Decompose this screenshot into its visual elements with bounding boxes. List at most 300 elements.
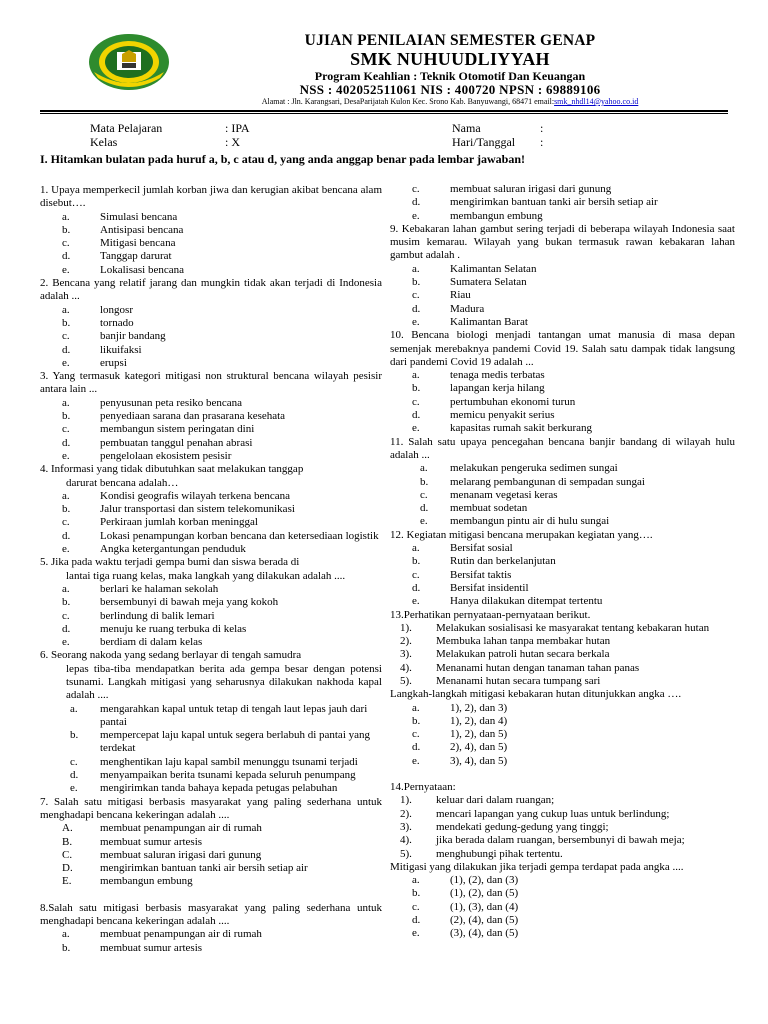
question-12: 12. Kegiatan mitigasi bencana merupakan kegiatan yang…. [390,528,653,541]
option-item [40,211,382,224]
subject-value: : IPA [225,121,250,135]
option-marker: e. [62,449,70,462]
option-item [390,874,735,887]
option-text: menuju ke ruang terbuka di kelas [100,622,247,635]
option-marker: d. [62,622,71,635]
class-label: Kelas [90,135,118,149]
option-marker: a. [62,928,70,941]
question-10: 10. Bencana biologi menjadi tantangan umat manusia di masa depan semenjak merebaknya pandemi Covid 19. Salah satu dampak tidak langsung dari pandemi Covid 19 adalah ... [390,329,735,368]
option-marker: a. [412,874,420,887]
option-item [390,821,735,834]
option-item [40,530,382,543]
option-marker: A. [62,822,73,835]
option-text: 1), 2), dan 5) [450,728,508,741]
option-text: Sumatera Selatan [450,276,527,289]
option-text: pengelolaan ekosistem pesisir [100,449,232,462]
question-5 [40,556,382,583]
option-item [390,489,735,502]
option-text: mempercepat laju kapal untuk segera berlabuh di pantai yang terdekat [100,729,371,755]
option-text: banjir bandang [100,330,166,343]
question-4-line2: darurat bencana adalah… [66,476,179,489]
option-marker: 4). [400,661,412,674]
options-6 [40,703,382,796]
option-marker: d. [412,409,421,422]
option-text: Lokasi penampungan korban bencana dan ketersediaan logistik [100,529,379,542]
option-marker: d. [412,581,421,594]
option-item [40,304,382,317]
option-item [390,476,735,489]
option-text: erupsi [100,356,127,369]
option-marker: c. [412,568,420,581]
option-marker: d. [412,302,421,315]
option-marker: c. [62,330,70,343]
option-item [390,662,735,675]
option-text: lapangan kerja hilang [450,382,545,395]
name-label: Nama [452,121,481,135]
question-5-line1: 5. Jika pada waktu terjadi gempa bumi dan siswa berada di [40,556,300,569]
class-value: : X [225,135,240,149]
option-marker: B. [62,835,73,848]
option-text: menyampaikan berita tsunami kepada seluruh penumpang [100,769,356,782]
statements-13 [390,622,735,688]
option-text: bersembunyi di bawah meja yang kokoh [100,596,279,609]
option-marker: a. [62,489,70,502]
option-marker: e. [412,315,420,328]
option-text: Antisipasi bencana [100,223,184,236]
option-item [40,703,382,730]
option-text: Mitigasi bencana [100,237,176,250]
options-10 [390,369,735,435]
option-text: menghentikan laju kapal sambil menunggu tsunami terjadi [100,755,358,768]
option-marker: 3). [400,820,412,833]
option-item [390,210,735,223]
option-marker: b. [420,475,429,488]
option-marker: 4). [400,834,412,847]
option-item [390,887,735,900]
school-ids: NSS : 402052511061 NIS : 400720 NPSN : 69889106 [299,82,601,97]
option-marker: 1). [400,621,412,634]
option-marker: b. [412,276,421,289]
option-item [390,848,735,861]
option-marker: b. [412,887,421,900]
option-marker: e. [62,356,70,369]
option-marker: b. [62,316,71,329]
option-marker: e. [412,595,420,608]
option-item [390,927,735,940]
option-text: membangun pintu air di hulu sungai [450,515,610,528]
option-marker: d. [62,250,71,263]
option-item [40,583,382,596]
option-item [40,264,382,277]
options-2 [40,304,382,370]
option-text: tornado [100,316,134,329]
option-text: 2), 4), dan 5) [450,741,508,754]
option-text: penyusunan peta resiko bencana [100,396,243,409]
option-item [390,303,735,316]
option-text: menghubungi pihak tertentu. [436,847,563,860]
option-marker: E. [62,875,72,888]
option-text: mendekati gedung-gedung yang tinggi; [436,820,609,833]
option-text: Madura [450,302,485,315]
option-item [390,901,735,914]
option-marker: c. [420,488,428,501]
option-marker: e. [62,263,70,276]
option-item [390,675,735,688]
option-text: Menanami hutan dengan tanaman tahan panas [436,661,640,674]
option-marker: d. [412,196,421,209]
option-item [40,769,382,782]
option-item [390,276,735,289]
option-item [390,622,735,635]
option-marker: c. [70,755,78,768]
question-4-line1: 4. Informasi yang tidak dibutuhkan saat melakukan tanggap [40,463,304,476]
options-8-cont [390,183,735,223]
option-marker: e. [62,543,70,556]
option-item [390,648,735,661]
option-marker: 5). [400,674,412,687]
question-2: 2. Bencana yang relatif jarang dan mungkin tidak akan terjadi di Indonesia adalah ... [40,277,382,303]
option-item [390,728,735,741]
option-marker: 3). [400,648,412,661]
option-marker: b. [62,503,71,516]
option-text: pertumbuhan ekonomi turun [450,395,576,408]
option-item [40,503,382,516]
option-text: membuat sumur artesis [100,941,203,954]
option-item [390,715,735,728]
option-text: mencari lapangan yang cukup luas untuk berlindung; [436,807,670,820]
question-8: 8.Salah satu mitigasi berbasis masyarakat yang paling sederhana untuk menghadapi bencana kekeringan adalah .... [40,901,382,928]
option-marker: b. [412,555,421,568]
option-text: membangun embung [450,209,543,222]
option-text: Riau [450,289,471,302]
option-item [40,636,382,649]
option-item [40,623,382,636]
option-text: membuat saluran irigasi dari gunung [100,848,262,861]
option-text: 3), 4), dan 5) [450,754,508,767]
option-item [40,942,382,955]
option-marker: d. [62,529,71,542]
option-item [390,502,735,515]
option-item [390,263,735,276]
option-item [390,462,735,475]
option-marker: c. [412,395,420,408]
question-9: 9. Kebakaran lahan gambut sering terjadi di beberapa wilayah Indonesia saat musim kemarau. Wilayah yang bukan termasuk rawan kebakaran lahan gambut adalah . [390,222,735,262]
option-marker: b. [62,941,71,954]
option-text: (1), (2), dan (3) [450,874,519,887]
option-text: 1), 2), dan 3) [450,701,508,714]
option-marker: b. [62,596,71,609]
option-marker: c. [62,423,70,436]
option-item [40,928,382,941]
option-marker: d. [412,914,421,927]
option-text: Menanami hutan secara tumpang sari [436,674,601,687]
option-item [390,569,735,582]
option-item [40,756,382,769]
option-marker: c. [412,900,420,913]
options-7 [40,822,382,888]
question-6-line1: 6. Seorang nakoda yang sedang berlayar di tengah samudra [40,649,302,662]
option-item [40,450,382,463]
email-link[interactable]: smk_nhdl14@yahoo.co.id [554,97,639,106]
option-item [390,808,735,821]
option-marker: e. [420,515,428,528]
option-text: memicu penyakit serius [450,409,555,422]
option-marker: c. [62,516,70,529]
option-marker: D. [62,862,73,875]
option-marker: d. [420,502,429,515]
name-value: : [540,121,544,135]
question-11: 11. Salah satu upaya pencegahan bencana banjir bandang di wilayah hulu adalah ... [390,435,735,461]
option-text: membuat sumur artesis [100,835,203,848]
option-marker: e. [412,927,420,940]
question-6 [40,649,382,702]
question-7: 7. Salah satu mitigasi berbasis masyarakat yang paling sederhana untuk menghadapi bencana kekeringan adalah .... [40,795,382,821]
question-4 [40,463,382,490]
option-text: membuat penampungan air di rumah [100,928,262,941]
option-marker: a. [412,369,420,382]
option-item [390,755,735,768]
option-text: (2), (4), dan (5) [450,914,519,927]
option-marker: b. [412,382,421,395]
option-text: Angka ketergantungan penduduk [100,543,246,556]
instruction: I. Hitamkan bulatan pada huruf a, b, c atau d, yang anda anggap benar pada lembar jawaban! [40,152,526,166]
option-item [390,555,735,568]
option-item [40,344,382,357]
option-marker: a. [412,542,420,555]
option-marker: e. [412,754,420,767]
option-marker: e. [412,209,420,222]
option-item [40,437,382,450]
option-text: melarang pembangunan di sempadan sungai [450,475,645,488]
question-13-prompt: Langkah-langkah mitigasi kebakaran hutan ditunjukkan angka …. [390,688,682,701]
option-item [390,396,735,409]
option-marker: c. [412,289,420,302]
option-marker: c. [62,237,70,250]
question-5-line2: lantai tiga ruang kelas, maka langkah yang dilakukan adalah .... [66,569,346,582]
options-9 [390,263,735,329]
option-text: mengirimkan tanda bahaya kepada petugas pelabuhan [100,782,338,795]
school-name: SMK NUHUUDLIYYAH [350,49,550,69]
option-marker: a. [62,582,70,595]
option-marker: a. [62,396,70,409]
option-marker: 1). [400,794,412,807]
option-item [40,330,382,343]
options-8 [40,928,382,955]
option-item [40,516,382,529]
option-text: Simulasi bencana [100,210,178,223]
option-text: Tanggap darurat [100,250,172,263]
option-item [390,741,735,754]
option-text: Kalimantan Barat [450,315,528,328]
option-marker: e. [70,782,78,795]
option-marker: b. [70,729,79,742]
option-item [390,702,735,715]
option-text: Kondisi geografis wilayah terkena bencana [100,489,290,502]
option-text: mengirimkan bantuan tanki air bersih setiap air [450,196,658,209]
option-text: menanam vegetasi keras [450,488,558,501]
option-marker: a. [70,702,78,715]
option-item [390,382,735,395]
option-text: penyediaan sarana dan prasarana kesehata [100,410,286,423]
option-text: mengarahkan kapal untuk tetap di tengah laut lepas jauh dari pantai [100,702,368,728]
option-text: kapasitas rumah sakit berkurang [450,422,593,435]
question-1: 1. Upaya memperkecil jumlah korban jiwa dan kerugian akibat bencana alam disebut…. [40,184,382,210]
question-13: 13.Perhatikan pernyataan-pernyataan berikut. [390,608,591,621]
option-text: Membuka lahan tanpa membakar hutan [436,635,611,648]
question-14-prompt: Mitigasi yang dilakukan jika terjadi gempa terdapat pada angka .... [390,860,684,873]
header-rule-thin [40,113,728,114]
option-item [40,397,382,410]
option-item [40,543,382,556]
options-13 [390,702,735,768]
exam-title: UJIAN PENILAIAN SEMESTER GENAP [304,32,596,49]
option-item [390,515,735,528]
option-marker: d. [62,436,71,449]
option-item [40,423,382,436]
option-marker: a. [412,262,420,275]
option-marker: d. [412,741,421,754]
header-rule [40,110,728,112]
option-item [40,357,382,370]
option-marker: 5). [400,847,412,860]
option-item [390,834,735,847]
option-item [40,237,382,250]
option-item [390,635,735,648]
option-item [390,316,735,329]
option-text: (1), (3), dan (4) [450,900,519,913]
address-text: Alamat : Jln. Karangsari, DesaParijatah Kulon Kec. Srono Kab. Banyuwangi, 68471 email: [261,97,555,106]
option-item [390,369,735,382]
option-item [390,582,735,595]
option-marker: C. [62,848,73,861]
option-text: Melakukan patroli hutan secara berkala [436,648,610,661]
option-marker: b. [62,410,71,423]
option-text: Bersifat taktis [450,568,512,581]
option-text: keluar dari dalam ruangan; [436,794,555,807]
option-marker: b. [62,223,71,236]
option-text: (3), (4), dan (5) [450,927,519,940]
spacer [40,889,382,902]
option-item [390,595,735,608]
school-address [160,97,740,106]
options-4 [40,490,382,556]
option-item [390,183,735,196]
option-item [40,596,382,609]
question-14: 14.Pernyataan: [390,781,456,794]
option-marker: d. [70,769,79,782]
option-text: jika berada dalam ruangan, bersembunyi di bawah meja; [436,834,685,847]
option-text: Lokalisasi bencana [100,263,184,276]
option-item [40,410,382,423]
option-text: (1), (2), dan (5) [450,887,519,900]
option-marker: a. [412,701,420,714]
option-text: pembuatan tanggul penahan abrasi [100,436,253,449]
option-text: mengirimkan bantuan tanki air bersih setiap air [100,862,308,875]
left-column [40,184,382,955]
option-text: membuat saluran irigasi dari gunung [450,183,612,195]
option-item [390,289,735,302]
option-text: tenaga medis terbatas [450,369,545,382]
option-item [40,250,382,263]
option-text: Jalur transportasi dan sistem telekomunikasi [100,503,295,516]
option-item [40,729,382,756]
date-value: : [540,135,544,149]
spacer [390,768,735,781]
option-text: Melakukan sosialisasi ke masyarakat tentang kebakaran hutan [436,621,710,634]
date-label: Hari/Tanggal [452,135,516,149]
option-text: Bersifat insidentil [450,581,529,594]
option-item [390,542,735,555]
statements-14 [390,794,735,860]
option-text: berlindung di balik lemari [100,609,215,622]
option-item [40,862,382,875]
option-text: Kalimantan Selatan [450,262,537,275]
options-11 [390,462,735,528]
option-item [390,196,735,209]
option-marker: d. [62,343,71,356]
option-item [40,875,382,888]
options-5 [40,583,382,649]
option-marker: c. [62,609,70,622]
option-text: berdiam di dalam kelas [100,636,203,649]
option-marker: 2). [400,807,412,820]
option-text: Bersifat sosial [450,542,513,555]
option-item [390,914,735,927]
option-item [390,422,735,435]
option-marker: e. [62,636,70,649]
option-item [390,409,735,422]
option-item [40,782,382,795]
option-text: membangun sistem peringatan dini [100,423,255,436]
option-text: Rutin dan berkelanjutan [450,555,556,568]
option-marker: a. [62,303,70,316]
question-3: 3. Yang termasuk kategori mitigasi non struktural bencana wilayah pesisir antara lain ... [40,370,382,396]
option-text: berlari ke halaman sekolah [100,582,219,595]
option-item [40,224,382,237]
right-column [390,183,735,941]
option-marker: c. [412,183,420,195]
option-text: membuat penampungan air di rumah [100,822,262,835]
option-marker: a. [62,210,70,223]
option-item [40,836,382,849]
program-line: Program Keahlian : Teknik Otomotif Dan Keuangan [314,69,586,83]
subject-label: Mata Pelajaran [90,121,163,135]
option-marker: e. [412,422,420,435]
question-6-line2: lepas tiba-tiba mendapatkan berita ada gempa besar dengan potensi tsunami. Langkah mitigasi yang seharusnya dilakukan nakhoda kapal adalah .... [66,662,382,702]
option-text: Hanya dilakukan ditempat tertentu [450,595,603,608]
option-item [390,794,735,807]
option-item [40,849,382,862]
options-3 [40,397,382,463]
option-text: membangun embung [100,875,193,888]
option-text: membuat sodetan [450,502,528,515]
option-item [40,822,382,835]
option-marker: a. [420,462,428,475]
options-14 [390,874,735,940]
option-marker: c. [412,728,420,741]
option-text: Perkiraan jumlah korban meninggal [100,516,258,529]
option-text: melakukan pengeruka sedimen sungai [450,462,618,475]
option-text: likuifaksi [100,343,142,356]
option-text: 1), 2), dan 4) [450,714,508,727]
option-item [40,610,382,623]
option-item [40,490,382,503]
option-item [40,317,382,330]
option-marker: 2). [400,635,412,648]
option-marker: b. [412,714,421,727]
options-12 [390,542,735,608]
options-1 [40,211,382,277]
